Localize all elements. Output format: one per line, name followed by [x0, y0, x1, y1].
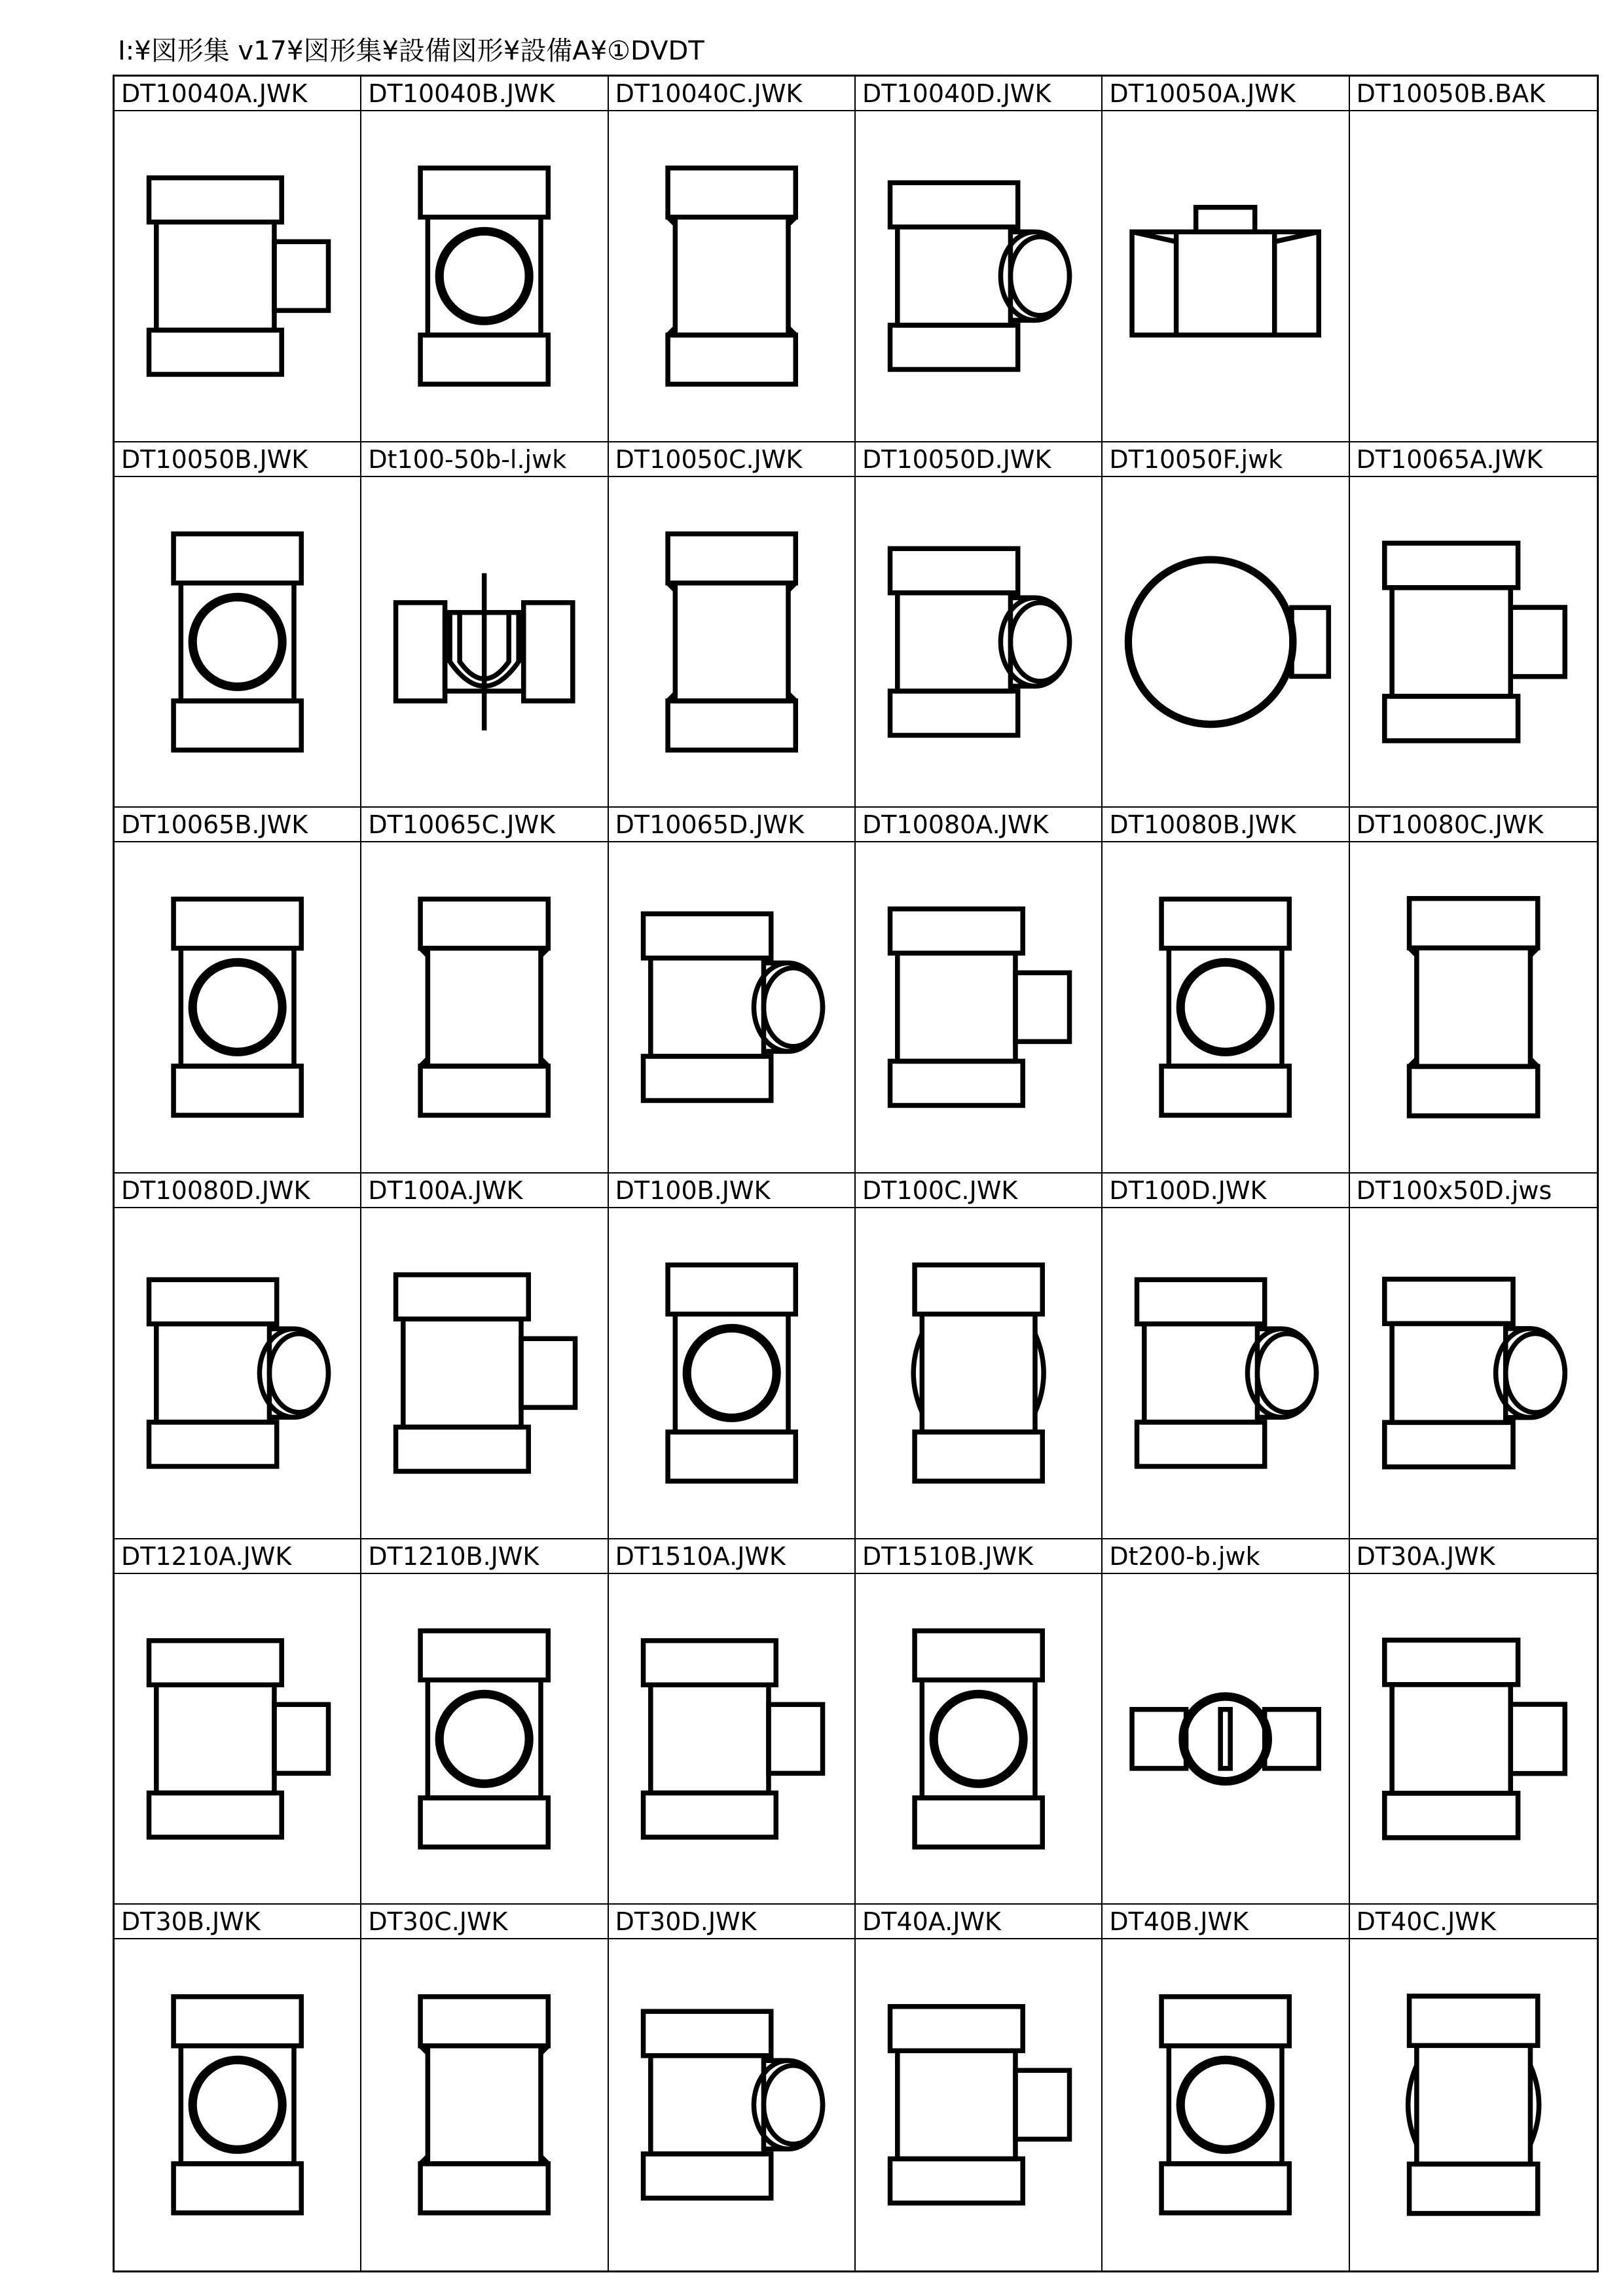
file-name-label: DT10050A.JWK — [1103, 77, 1348, 111]
catalog-cell — [856, 1905, 1103, 2270]
catalog-cell — [1350, 1174, 1597, 1539]
file-name-label: DT40A.JWK — [856, 1905, 1101, 1939]
file-name-label: DT1210A.JWK — [115, 1539, 360, 1574]
file-name-label: DT100C.JWK — [856, 1174, 1101, 1208]
catalog-cell — [1350, 442, 1597, 808]
catalog-cell — [856, 77, 1103, 442]
catalog-cell — [609, 1174, 856, 1539]
catalog-cell — [1103, 1174, 1349, 1539]
pipe-fitting-drawing — [1350, 842, 1597, 1172]
pipe-fitting-drawing — [856, 1939, 1101, 2270]
catalog-cell — [1103, 1905, 1349, 2270]
pipe-fitting-drawing — [609, 1939, 854, 2270]
file-name-label: DT30B.JWK — [115, 1905, 360, 1939]
fitting-icon — [856, 1939, 1101, 2270]
file-name-label: DT40B.JWK — [1103, 1905, 1348, 1939]
fitting-icon — [609, 1574, 854, 1904]
catalog-cell — [609, 77, 856, 442]
fitting-icon — [115, 1939, 360, 2270]
pipe-fitting-drawing — [609, 1574, 854, 1904]
fitting-icon — [361, 1939, 607, 2270]
pipe-fitting-drawing — [361, 1939, 607, 2270]
pipe-fitting-drawing — [361, 477, 607, 807]
catalog-cell — [361, 77, 608, 442]
catalog-cell — [856, 442, 1103, 808]
fitting-icon — [856, 1574, 1101, 1904]
catalog-cell — [115, 77, 361, 442]
catalog-cell — [115, 1174, 361, 1539]
catalog-cell — [1350, 1539, 1597, 1905]
catalog-cell — [1350, 808, 1597, 1174]
file-name-label: DT10050C.JWK — [609, 442, 854, 477]
fitting-icon — [609, 1939, 854, 2270]
pipe-fitting-drawing — [609, 477, 854, 807]
fitting-icon — [115, 477, 360, 807]
pipe-fitting-drawing — [856, 842, 1101, 1172]
file-name-label: DT40C.JWK — [1350, 1905, 1597, 1939]
pipe-fitting-drawing — [1103, 1208, 1348, 1538]
fitting-icon — [1103, 842, 1348, 1172]
file-name-label: DT10065B.JWK — [115, 808, 360, 842]
pipe-fitting-drawing — [1103, 477, 1348, 807]
file-name-label: DT10080B.JWK — [1103, 808, 1348, 842]
file-name-label: DT10040C.JWK — [609, 77, 854, 111]
fitting-icon — [115, 1208, 360, 1538]
catalog-cell — [115, 808, 361, 1174]
file-name-label: DT10050B.JWK — [115, 442, 360, 477]
catalog-cell — [856, 1174, 1103, 1539]
catalog-cell — [1350, 1905, 1597, 2270]
file-name-label: DT10040B.JWK — [361, 77, 607, 111]
catalog-cell — [361, 1905, 608, 2270]
file-name-label: DT100A.JWK — [361, 1174, 607, 1208]
fitting-icon — [1103, 477, 1348, 807]
file-name-label: DT10050B.BAK — [1350, 77, 1597, 111]
file-name-label: Dt100-50b-l.jwk — [361, 442, 607, 477]
file-name-label: DT10080C.JWK — [1350, 808, 1597, 842]
fitting-icon — [115, 842, 360, 1172]
pipe-fitting-drawing — [856, 1574, 1101, 1904]
pipe-fitting-drawing — [1103, 1939, 1348, 2270]
fitting-icon — [361, 477, 607, 807]
fitting-icon — [1350, 842, 1597, 1172]
file-name-label: Dt200-b.jwk — [1103, 1539, 1348, 1574]
fitting-icon — [609, 111, 854, 441]
fitting-icon — [856, 477, 1101, 807]
pipe-fitting-drawing — [609, 842, 854, 1172]
catalog-cell — [1103, 442, 1349, 808]
fitting-icon — [361, 1208, 607, 1538]
catalog-cell — [1350, 77, 1597, 442]
file-name-label: DT10040A.JWK — [115, 77, 360, 111]
catalog-cell — [361, 1174, 608, 1539]
fitting-icon — [1350, 1939, 1597, 2270]
fitting-icon — [1103, 1208, 1348, 1538]
fitting-icon — [1350, 477, 1597, 807]
pipe-fitting-drawing — [115, 842, 360, 1172]
pipe-fitting-drawing — [1103, 842, 1348, 1172]
file-name-label: DT1210B.JWK — [361, 1539, 607, 1574]
fitting-icon — [856, 111, 1101, 441]
catalog-cell — [609, 808, 856, 1174]
catalog-cell — [609, 1539, 856, 1905]
catalog-cell — [361, 1539, 608, 1905]
file-name-label: DT10065A.JWK — [1350, 442, 1597, 477]
catalog-cell — [856, 1539, 1103, 1905]
catalog-cell — [856, 808, 1103, 1174]
pipe-fitting-drawing — [361, 1208, 607, 1538]
file-name-label: DT1510A.JWK — [609, 1539, 854, 1574]
fitting-icon — [1103, 111, 1348, 441]
fitting-icon — [609, 842, 854, 1172]
pipe-fitting-drawing — [361, 842, 607, 1172]
catalog-cell — [609, 442, 856, 808]
pipe-fitting-drawing — [856, 111, 1101, 441]
pipe-fitting-drawing — [115, 1208, 360, 1538]
fitting-icon — [1350, 1208, 1597, 1538]
pipe-fitting-drawing — [361, 111, 607, 441]
fitting-icon — [115, 1574, 360, 1904]
pipe-fitting-drawing — [856, 1208, 1101, 1538]
catalog-cell — [115, 1905, 361, 2270]
file-name-label: DT100B.JWK — [609, 1174, 854, 1208]
fitting-icon — [361, 1574, 607, 1904]
pipe-fitting-drawing — [1103, 111, 1348, 441]
pipe-fitting-drawing — [361, 1574, 607, 1904]
pipe-fitting-drawing — [1350, 111, 1597, 441]
pipe-fitting-drawing — [115, 1574, 360, 1904]
fitting-icon — [361, 842, 607, 1172]
file-name-label: DT30D.JWK — [609, 1905, 854, 1939]
catalog-cell — [1103, 77, 1349, 442]
pipe-fitting-drawing — [1350, 1574, 1597, 1904]
file-name-label: DT100D.JWK — [1103, 1174, 1348, 1208]
fitting-icon — [115, 111, 360, 441]
catalog-cell — [1103, 808, 1349, 1174]
file-name-label: DT10065C.JWK — [361, 808, 607, 842]
pipe-fitting-drawing — [115, 1939, 360, 2270]
fitting-icon — [1103, 1939, 1348, 2270]
catalog-cell — [609, 1905, 856, 2270]
fitting-icon — [361, 111, 607, 441]
file-name-label: DT30C.JWK — [361, 1905, 607, 1939]
file-name-label: DT10040D.JWK — [856, 77, 1101, 111]
file-name-label: DT10065D.JWK — [609, 808, 854, 842]
catalog-cell — [1103, 1539, 1349, 1905]
fitting-icon — [609, 1208, 854, 1538]
fitting-icon — [856, 842, 1101, 1172]
file-name-label: DT10050F.jwk — [1103, 442, 1348, 477]
fitting-icon — [1103, 1574, 1348, 1904]
fitting-icon — [1350, 1574, 1597, 1904]
file-name-label: DT10050D.JWK — [856, 442, 1101, 477]
file-name-label: DT10080D.JWK — [115, 1174, 360, 1208]
file-name-label: DT100x50D.jws — [1350, 1174, 1597, 1208]
folder-path: I:¥図形集 v17¥図形集¥設備図形¥設備A¥①DVDT — [118, 36, 704, 66]
catalog-cell — [361, 442, 608, 808]
catalog-cell — [115, 1539, 361, 1905]
pipe-fitting-drawing — [115, 111, 360, 441]
pipe-fitting-drawing — [1350, 477, 1597, 807]
file-name-label: DT1510B.JWK — [856, 1539, 1101, 1574]
catalog-cell — [115, 442, 361, 808]
file-name-label: DT10080A.JWK — [856, 808, 1101, 842]
pipe-fitting-drawing — [609, 111, 854, 441]
fitting-icon — [1350, 111, 1597, 441]
pipe-fitting-drawing — [609, 1208, 854, 1538]
file-name-label: DT30A.JWK — [1350, 1539, 1597, 1574]
fitting-icon — [609, 477, 854, 807]
pipe-fitting-drawing — [115, 477, 360, 807]
pipe-fitting-drawing — [1350, 1208, 1597, 1538]
pipe-fitting-drawing — [856, 477, 1101, 807]
catalog-cell — [361, 808, 608, 1174]
fitting-icon — [856, 1208, 1101, 1538]
pipe-fitting-drawing — [1103, 1574, 1348, 1904]
pipe-fitting-drawing — [1350, 1939, 1597, 2270]
drawing-catalog-grid — [113, 75, 1599, 2272]
